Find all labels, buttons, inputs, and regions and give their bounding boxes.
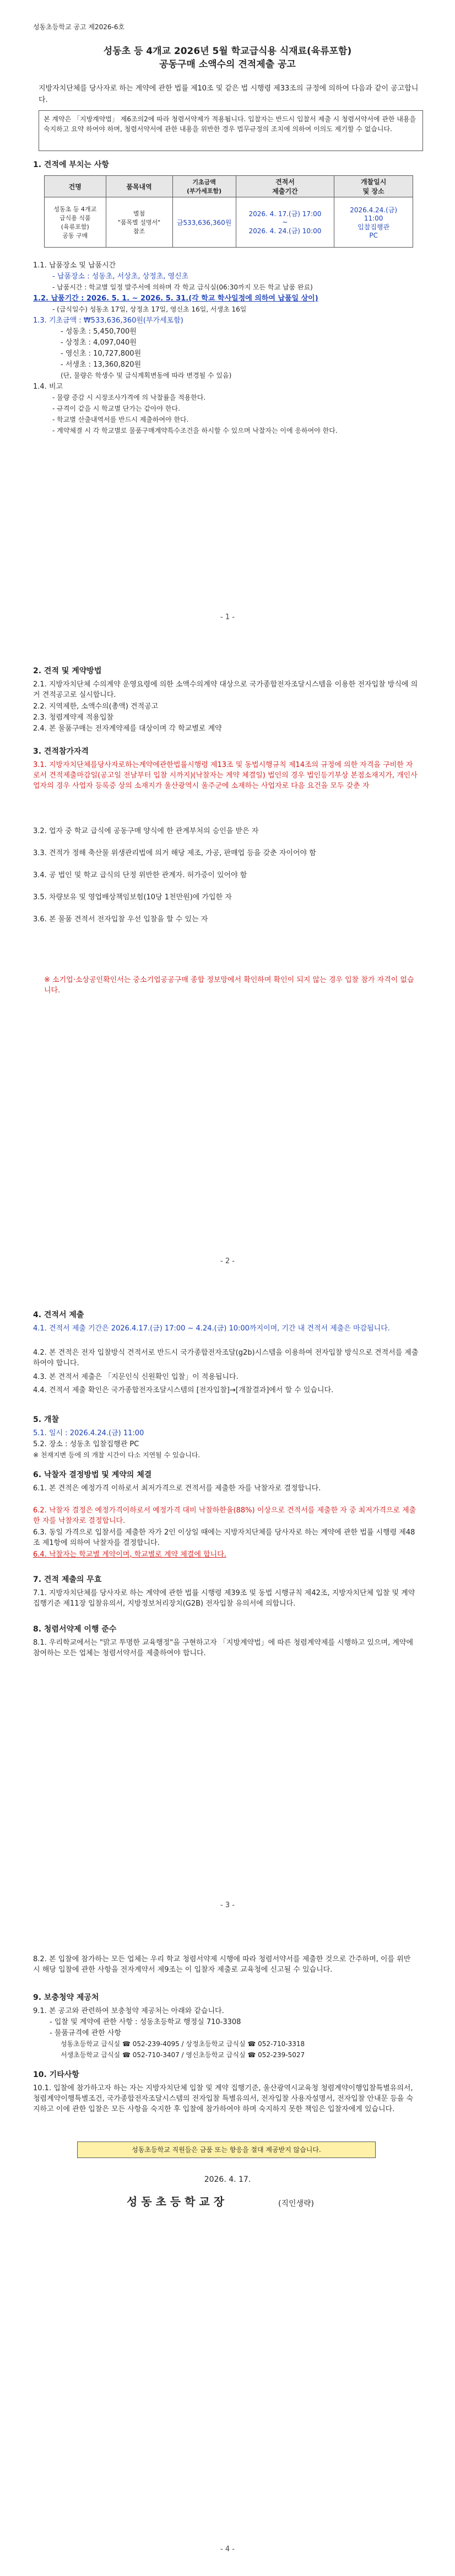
integrity-final-box: 성동초등학교 직원들은 금품 또는 향응을 절대 제공받지 않습니다. bbox=[77, 2142, 376, 2158]
s5-item: ※ 천재지변 등에 의 개찰 시간이 다소 지연될 수 있습니다. bbox=[33, 1451, 201, 1459]
page-1 bbox=[0, 0, 455, 644]
s1-item: - 납품시간 : 학교별 일정 발주서에 의하며 각 학교 급식실(06:30까지 모든 학교 납품 완료) bbox=[52, 283, 313, 291]
table-cell: 별첨 "품목별 설명서" 참조 bbox=[106, 197, 172, 248]
page-title-line1: 성동초 등 4개교 2026년 5월 학교급식용 식재료(육류포함) bbox=[103, 46, 352, 57]
section-6-heading: 6. 낙찰자 결정방법 및 계약의 체결 bbox=[33, 1471, 152, 1479]
s3-item bbox=[33, 760, 419, 791]
s4-item: 4.2. 본 견적은 전자 입찰방식 견적서로 반드시 국가종합전자조달(g2b)시스템을 이용하여 전자입찰 방식으로 견적서를 제출하여야 합니다. bbox=[33, 1349, 419, 1367]
table-header: 품목내역 bbox=[106, 176, 172, 197]
page-4 bbox=[0, 1932, 455, 2576]
s3-item: 3.2. 업자 중 학교 급식에 공동구매 양식에 한 관계부처의 승인을 받은 자 bbox=[33, 827, 259, 835]
s3-item-text: 3.1. 지방자치단체를당사자로하는계약에관한법률시행령 제13조 및 동법시행규칙 제14조의 규정에 의한 자격을 구비한 자로서 견적제출마감일(공고일 전날부터 입찰 시까지)(낙찰자는 계약 체결일) 법인의 경우 법인등기부상 본점소재지가, 개인사업자의 경우 사업자 등록증 상의 소재지가 울산광역시 울주군에 소재하는 사업자로 다음 요건을 모두 갖춘 자 bbox=[33, 761, 418, 790]
s7-item: 7.1. 지방자치단체를 당사자로 하는 계약에 관한 법률 시행령 제39조 및 동법 시행규칙 제42조, 지방자치단체 입찰 및 계약 집행기준 제11장 입찰유의서, 지방정보처리장치(G2B) 전자입찰 유의서에 의합니다. bbox=[33, 1589, 415, 1608]
s6-item: 6.1. 본 견적은 예정가격 이하로서 최저가격으로 견적서를 제출한 자를 낙찰자로 결정합니다. bbox=[33, 1484, 321, 1493]
s1-item: - 물량 증감 시 시장조사가격에 의 낙찰률을 적용한다. bbox=[52, 394, 206, 401]
section-3-heading: 3. 견적참가자격 bbox=[33, 747, 89, 756]
s6-item: 6.2. 낙찰자 결정은 예정가격이하로서 예정가격 대비 낙찰하한율(88%) 이상으로 견적서를 제출한 자 중 최저가격으로 제출한 자를 낙찰자로 결정합니다. bbox=[33, 1506, 416, 1525]
s1-item: 1.2. 납품기간 : 2026. 5. 1. ~ 2026. 5. 31.(각 학교 학사일정에 의하여 납품일 상이) bbox=[33, 294, 318, 303]
section-1-heading: 1. 견적에 부치는 사항 bbox=[33, 160, 109, 169]
s9-item: 성동초등학교 급식실 ☎ 052-239-4095 / 상정초등학교 급식실 ☎ 052-710-3318 bbox=[61, 2040, 305, 2048]
page-title-line2: 공동구매 소액수의 견적제출 공고 bbox=[159, 59, 296, 70]
table-cell: 2026. 4. 17.(금) 17:00 ~ 2026. 4. 24.(금) 10:00 bbox=[236, 197, 334, 248]
s1-item: - 상정초 : 4,097,040원 bbox=[61, 339, 137, 347]
s10-item: 10.1. 입찰에 참가하고자 하는 자는 지방자치단체 입찰 및 계약 집행기준, 울산광역시교육청 청렴계약이행입찰특별유의서, 청렴계약이행특별조건, 국가종합전자조달시스템의 전자입찰 특별유의서, 전자입찰 사용자설명서, 전자입찰 안내문 등을 숙지하고 이에 관한 입찰은 모든 사항을 숙지한 후 입찰에 참가하여야 하며 숙지하지 못한 책임은 입찰자에게 있습니다. bbox=[33, 2084, 414, 2113]
section-9-heading: 9. 보충청약 제공처 bbox=[33, 1993, 99, 2002]
s6-item-text: 6.4. 낙찰자는 학교별 계약이며, 학교별로 계약 체결에 합니다. bbox=[33, 1550, 226, 1559]
page-2 bbox=[0, 644, 455, 1288]
page-number: - 2 - bbox=[220, 1257, 235, 1265]
s9-item: - 물품규격에 관한 사항 bbox=[50, 2029, 122, 2037]
table-header: 개찰일시 및 장소 bbox=[334, 176, 413, 197]
table-cell: 2026.4.24.(금) 11:00 입찰집행관 PC bbox=[334, 197, 413, 248]
s4-item: 4.3. 본 견적서 제출은 「지문인식 신원확인 입찰」이 적용됩니다. bbox=[33, 1373, 239, 1381]
signature-seal: (직인생략) bbox=[278, 2199, 315, 2208]
section-2-heading: 2. 견적 및 계약방법 bbox=[33, 667, 102, 675]
page-number: - 3 - bbox=[220, 1901, 235, 1909]
s1-item: 1.4. 비고 bbox=[33, 383, 63, 391]
section-5-heading: 5. 개찰 bbox=[33, 1415, 59, 1424]
s1-item: - 규격이 같을 시 학교별 단가는 같아야 한다. bbox=[52, 405, 180, 412]
table-header: 견적서 제출기간 bbox=[236, 176, 334, 197]
s1-item: - 계약체결 시 각 학교별로 물품구매계약특수조건을 하시할 수 있으며 낙찰자는 이에 응하여야 한다. bbox=[52, 427, 338, 434]
table-header-row bbox=[45, 176, 413, 197]
s2-item: 2.4. 본 물품구매는 전자계약제를 대상이며 각 학교별로 계약 bbox=[33, 724, 222, 733]
s1-item: - 학교별 산출내역서를 반드시 제출하여야 한다. bbox=[52, 416, 189, 423]
s6-item bbox=[33, 1549, 419, 1560]
page-number: - 1 - bbox=[220, 613, 235, 621]
s2-item: 2.1. 지방자치단체 수의계약 운영요령에 의한 소액수의계약 대상으로 국가종합전자조달시스템을 이용한 전자입찰 방식에 의거 견적공고로 실시합니다. bbox=[33, 680, 418, 699]
s3-item: 3.5. 차량보유 및 영업배상책임보험(10당 1천만원)에 가입한 자 bbox=[33, 893, 232, 901]
s5-item: 5.1. 일시 : 2026.4.24.(금) 11:00 bbox=[33, 1429, 144, 1437]
table-cell: 금533,636,360원 bbox=[172, 197, 236, 248]
table-cell: 성동초 등 4개교 급식용 식품 (육류포함) 공동 구매 bbox=[45, 197, 106, 248]
s5-item: 5.2. 장소 : 성동초 입찰집행관 PC bbox=[33, 1440, 139, 1448]
s4-item bbox=[33, 1323, 419, 1334]
intro-text: 지방자치단체를 당사자로 하는 계약에 관한 법률 제10조 및 같은 법 시행령 제33조의 규정에 의하여 다음과 같이 공고합니다. bbox=[39, 84, 419, 104]
s2-item: 2.2. 지역제한, 소액수의(총액) 견적공고 bbox=[33, 702, 159, 711]
s3-item: 3.4. 공 법인 및 학교 급식의 단정 위반한 관계자. 허가증이 있어야 함 bbox=[33, 871, 247, 879]
section-7-heading: 7. 견적 제출의 무효 bbox=[33, 1575, 102, 1584]
signature-name: 성 동 초 등 학 교 장 bbox=[127, 2195, 225, 2208]
s1-item: 1.3. 기초금액 : ₩533,636,360원(부가세포함) bbox=[33, 316, 183, 325]
schedule-table bbox=[44, 175, 413, 248]
s3-item: 3.6. 본 물품 견적서 전자입찰 우선 입찰을 할 수 있는 자 bbox=[33, 915, 208, 924]
doc-number: 성동초등학교 공고 제2026-6호 bbox=[33, 23, 125, 31]
s9-item: - 입찰 및 계약에 관한 사항 : 성동초등학교 행정실 710-3308 bbox=[50, 2018, 241, 2026]
table-header: 기초금액 (부가세포함) bbox=[172, 176, 236, 197]
s9-item: 9.1. 본 공고와 관련하여 보충청약 제공처는 아래와 같습니다. bbox=[33, 2007, 224, 2015]
section-4-heading: 4. 견적서 제출 bbox=[33, 1311, 84, 1319]
s1-item: - 영신초 : 10,727,800원 bbox=[61, 350, 142, 358]
s1-item: (단, 물량은 학생수 및 급식계획변동에 따라 변경될 수 있음) bbox=[61, 372, 232, 379]
s8-item: 8.2. 본 입찰에 참가하는 모든 업체는 우리 학교 청렴서약제 시행에 따라 청렴서약서를 제출한 것으로 간주하며, 이를 위반 시 해당 입찰에 관한 사항을 전자계약서 제9조는 이 입찰자 제출로 교육청에 신고될 수 있습니다. bbox=[33, 1955, 411, 1974]
integrity-notice-box: 본 계약은 「지방계약법」 제6조의2에 따라 청렴서약제가 적용됩니다. 입찰자는 반드시 입찰서 제출 시 청렴서약서에 관한 내용을 숙지하고 요약 하여야 하며, 청렴서약서에 관한 내용을 위반한 경우 법무규정의 조치에 의하여 이의도 제기할 수 없습니다. bbox=[39, 110, 423, 151]
s6-item: 6.3. 동일 가격으로 입찰서를 제출한 자가 2인 이상일 때에는 지방자치단체를 당사자로 하는 계약에 관한 법률 시행령 제48조 제1항에 의하여 낙찰자를 결정합니다. bbox=[33, 1528, 415, 1547]
s1-item: - 서생초 : 13,360,820원 bbox=[61, 361, 142, 369]
s1-item: - (급식일수) 성동초 17일, 상정초 17일, 영신초 16일, 서생초 16일 bbox=[52, 305, 247, 313]
page-3 bbox=[0, 1288, 455, 1932]
s1-item: - 납품장소 : 성동초, 서상초, 상정초, 영신초 bbox=[52, 272, 189, 281]
s3-note: ※ 소기업·소상공인확인서는 중소기업공공구매 종합 정보망에서 확인하며 확인이 되지 않는 경우 입찰 참가 자격이 없습니다. bbox=[44, 976, 414, 995]
s1-item: - 성동초 : 5,450,700원 bbox=[61, 328, 137, 336]
s2-item: 2.3. 청렴계약제 적용입찰 bbox=[33, 713, 114, 722]
notice-date: 2026. 4. 17. bbox=[204, 2175, 251, 2184]
s8-item: 8.1. 우리학교에서는 "맑고 투명한 교육행정"을 구현하고자 「지방계약법」에 따른 청렴계약제를 시행하고 있으며, 계약에 참여하는 모든 업체는 청렴서약서를 제출하여야 합니다. bbox=[33, 1639, 414, 1657]
s4-item: 4.4. 견적서 제출 확인은 국가종합전자조달시스템의 [전자입찰]→[개찰결과]에서 할 수 있습니다. bbox=[33, 1386, 334, 1394]
table-header: 건명 bbox=[45, 176, 106, 197]
s4-item-text: 4.1. 견적서 제출 기간은 2026.4.17.(금) 17:00 ~ 4.24.(금) 10:00까지이며, 기간 내 견적서 제출은 마감됩니다. bbox=[33, 1324, 390, 1333]
table-row bbox=[45, 197, 413, 248]
section-10-heading: 10. 기타사항 bbox=[33, 2070, 79, 2079]
s1-item: 1.1. 납품장소 및 납품시간 bbox=[33, 261, 116, 270]
section-8-heading: 8. 청렴서약제 이행 준수 bbox=[33, 1625, 117, 1634]
page-number: - 4 - bbox=[220, 2545, 235, 2553]
s3-item: 3.3. 견적가 정해 축산물 위생관리법에 의거 해당 제조, 가공, 판매업 등을 갖춘 자이어야 함 bbox=[33, 849, 316, 857]
s9-item: 서생초등학교 급식실 ☎ 052-710-3407 / 영신초등학교 급식실 ☎ 052-239-5027 bbox=[61, 2051, 305, 2059]
